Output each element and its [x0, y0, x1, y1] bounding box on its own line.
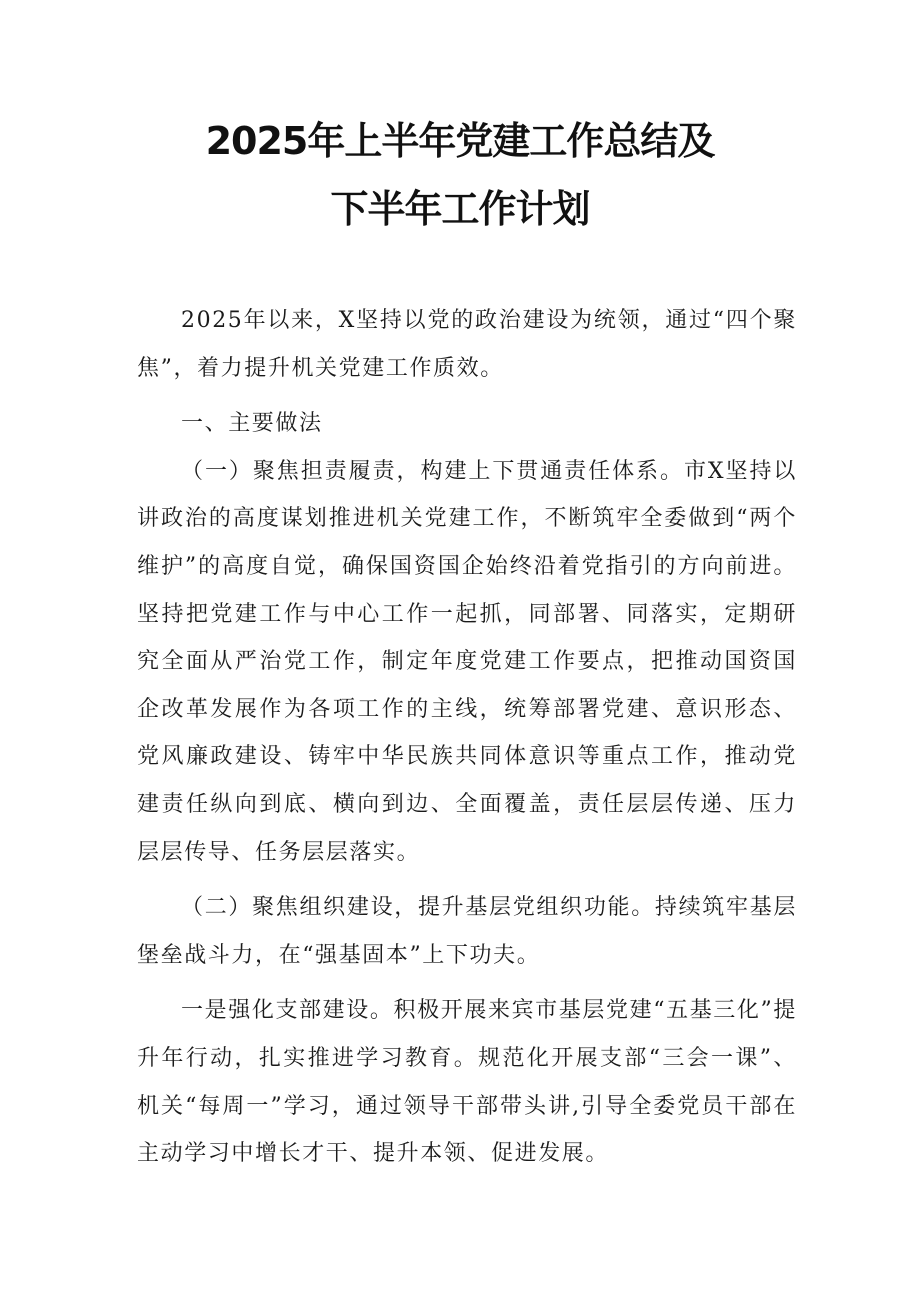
document-title-line-2: 下半年工作计划	[330, 187, 590, 231]
paragraph-organization: （二）聚焦组织建设，提升基层党组织功能。持续筑牢基层堡垒战斗力，在“强基固本”上下功夫。	[137, 895, 797, 968]
intro-paragraph: 2025年以来，X坚持以党的政治建设为统领，通过“四个聚焦”，着力提升机关党建工作质效。	[137, 308, 797, 381]
document-body	[137, 297, 797, 1178]
paragraph-responsibility: （一）聚焦担责履责，构建上下贯通责任体系。市X坚持以讲政治的高度谋划推进机关党建工作，不断筑牢全委做到“两个维护”的高度自觉，确保国资国企始终沿着党指引的方向前进。坚持把党建工作与中心工作一起抓，同部署、同落实，定期研究全面从严治党工作，制定年度党建工作要点，把推动国资国企改革发展作为各项工作的主线，统筹部署党建、意识形态、党风廉政建设、铸牢中华民族共同体意识等重点工作，推动党建责任纵向到底、横向到边、全面覆盖，责任层层传递、压力层层传导、任务层层落实。	[137, 458, 797, 865]
paragraph-branch-building: 一是强化支部建设。积极开展来宾市基层党建“五基三化”提升年行动，扎实推进学习教育。规范化开展支部“三会一课”、机关“每周一”学习，通过领导干部带头讲,引导全委党员干部在主动学习中增长才干、提升本领、促进发展。	[137, 998, 797, 1167]
section-heading-main-practices: 一、主要做法	[181, 411, 323, 437]
document-title-line-1: 2025年上半年党建工作总结及	[205, 119, 715, 163]
